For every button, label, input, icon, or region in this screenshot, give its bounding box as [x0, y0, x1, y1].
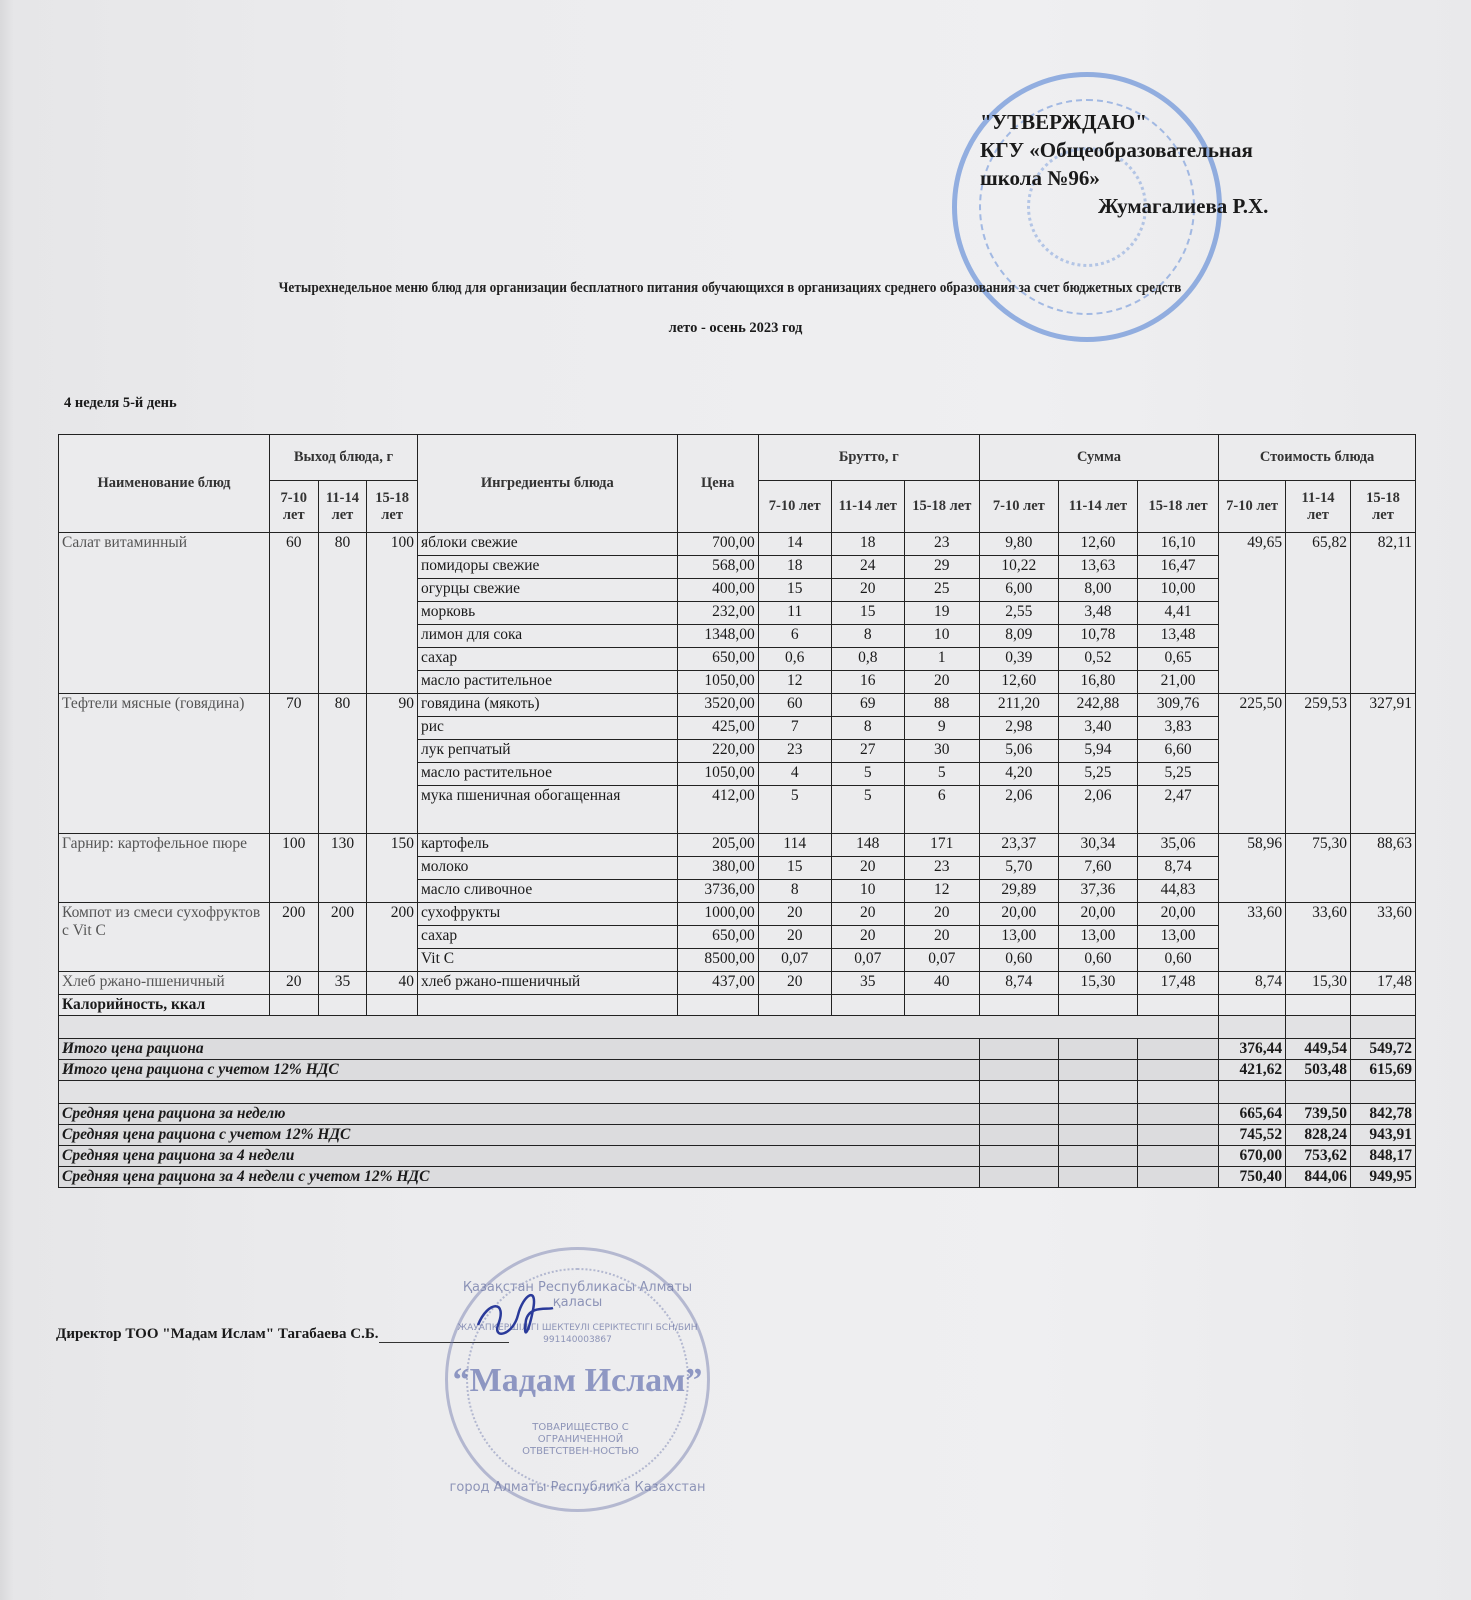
brutto-11-14: 148 — [831, 834, 904, 857]
brutto-7-10: 20 — [758, 903, 831, 926]
dish-yield-11-14: 80 — [318, 694, 367, 834]
header-yield: Выход блюда, г — [269, 435, 417, 481]
ingredient-price: 650,00 — [677, 926, 758, 949]
dish-name: Гарнир: картофельное пюре — [59, 834, 270, 903]
sum-11-14: 20,00 — [1058, 903, 1137, 926]
ingredient-name: масло сливочное — [418, 880, 678, 903]
sum-15-18: 35,06 — [1138, 834, 1219, 857]
dish-cost-7-10: 58,96 — [1219, 834, 1286, 903]
sum-15-18: 16,47 — [1138, 556, 1219, 579]
dish-yield-7-10: 60 — [269, 533, 318, 694]
total-7-10: 376,44 — [1219, 1039, 1286, 1060]
dish-yield-15-18: 200 — [367, 903, 418, 972]
dish-yield-7-10: 100 — [269, 834, 318, 903]
ingredient-price: 232,00 — [677, 602, 758, 625]
dish-yield-15-18: 100 — [367, 533, 418, 694]
ingredient-price: 425,00 — [677, 717, 758, 740]
brutto-15-18: 29 — [904, 556, 979, 579]
sum-7-10: 2,55 — [979, 602, 1058, 625]
header-brutto-11-14: 11-14 лет — [831, 481, 904, 533]
brutto-15-18: 20 — [904, 903, 979, 926]
sum-15-18: 309,76 — [1138, 694, 1219, 717]
sum-15-18: 20,00 — [1138, 903, 1219, 926]
brutto-11-14: 0,07 — [831, 949, 904, 972]
sum-7-10: 5,06 — [979, 740, 1058, 763]
brutto-7-10: 0,07 — [758, 949, 831, 972]
approval-heading: "УТВЕРЖДАЮ" — [980, 110, 1147, 134]
total-vat-label: Итого цена рациона с учетом 12% НДС — [59, 1060, 980, 1081]
brutto-11-14: 24 — [831, 556, 904, 579]
header-dish-name: Наименование блюд — [59, 435, 270, 533]
dish-yield-7-10: 200 — [269, 903, 318, 972]
dish-cost-11-14: 259,53 — [1286, 694, 1351, 834]
sum-11-14: 30,34 — [1058, 834, 1137, 857]
header-yield-11-14: 11-14 лет — [318, 481, 367, 533]
sum-11-14: 0,60 — [1058, 949, 1137, 972]
dish-yield-15-18: 90 — [367, 694, 418, 834]
ingredient-price: 8500,00 — [677, 949, 758, 972]
ingredient-name: огурцы свежие — [418, 579, 678, 602]
ingredient-name: яблоки свежие — [418, 533, 678, 556]
dish-name: Салат витаминный — [59, 533, 270, 694]
brutto-7-10: 8 — [758, 880, 831, 903]
sum-7-10: 2,98 — [979, 717, 1058, 740]
dish-cost-15-18: 33,60 — [1350, 903, 1415, 972]
sum-7-10: 13,00 — [979, 926, 1058, 949]
avg-4weeks-vat-7-10: 750,40 — [1219, 1167, 1286, 1188]
sum-7-10: 10,22 — [979, 556, 1058, 579]
document-subtitle: лето - осень 2023 год — [668, 320, 803, 336]
sum-15-18: 4,41 — [1138, 602, 1219, 625]
brutto-11-14: 27 — [831, 740, 904, 763]
header-brutto-15-18: 15-18 лет — [904, 481, 979, 533]
ingredient-row — [59, 694, 1416, 717]
sum-15-18: 0,65 — [1138, 648, 1219, 671]
stamp-top-text: Қазақстан Республикасы Алматы қаласы — [462, 1280, 693, 1310]
avg-4weeks-vat-label: Средняя цена рациона за 4 недели с учетом 12% НДС — [59, 1167, 980, 1188]
ingredient-price: 568,00 — [677, 556, 758, 579]
ingredient-name: морковь — [418, 602, 678, 625]
brutto-7-10: 60 — [758, 694, 831, 717]
sum-15-18: 2,47 — [1138, 786, 1219, 834]
dish-cost-15-18: 82,11 — [1350, 533, 1415, 694]
sum-11-14: 8,00 — [1058, 579, 1137, 602]
avg-week-label: Средняя цена рациона за неделю — [59, 1104, 980, 1125]
dish-cost-15-18: 88,63 — [1350, 834, 1415, 903]
ingredient-row — [59, 903, 1416, 926]
dish-cost-7-10: 49,65 — [1219, 533, 1286, 694]
sum-15-18: 16,10 — [1138, 533, 1219, 556]
dish-cost-11-14: 75,30 — [1286, 834, 1351, 903]
ingredient-price: 3736,00 — [677, 880, 758, 903]
dish-yield-15-18: 40 — [367, 972, 418, 995]
sum-11-14: 13,63 — [1058, 556, 1137, 579]
ingredient-name: Vit C — [418, 949, 678, 972]
brutto-15-18: 30 — [904, 740, 979, 763]
brutto-7-10: 20 — [758, 926, 831, 949]
header-ingredients: Ингредиенты блюда — [418, 435, 678, 533]
brutto-15-18: 23 — [904, 533, 979, 556]
avg-week-7-10: 665,64 — [1219, 1104, 1286, 1125]
brutto-15-18: 6 — [904, 786, 979, 834]
blank-row — [59, 1016, 1416, 1039]
brutto-15-18: 1 — [904, 648, 979, 671]
sum-11-14: 242,88 — [1058, 694, 1137, 717]
header-yield-15-18: 15-18 лет — [367, 481, 418, 533]
brutto-7-10: 4 — [758, 763, 831, 786]
director-name: Директор ТОО "Мадам Ислам" Тагабаева С.Б. — [56, 1326, 379, 1342]
ingredient-price: 3520,00 — [677, 694, 758, 717]
brutto-7-10: 0,6 — [758, 648, 831, 671]
brutto-15-18: 23 — [904, 857, 979, 880]
ingredient-name: лук репчатый — [418, 740, 678, 763]
brutto-11-14: 20 — [831, 903, 904, 926]
brutto-11-14: 20 — [831, 579, 904, 602]
brutto-7-10: 7 — [758, 717, 831, 740]
header-yield-7-10: 7-10 лет — [269, 481, 318, 533]
dish-cost-11-14: 15,30 — [1286, 972, 1351, 995]
sum-7-10: 4,20 — [979, 763, 1058, 786]
ingredient-price: 380,00 — [677, 857, 758, 880]
header-brutto-7-10: 7-10 лет — [758, 481, 831, 533]
brutto-11-14: 0,8 — [831, 648, 904, 671]
avg-week-vat-label: Средняя цена рациона с учетом 12% НДС — [59, 1125, 980, 1146]
menu-table — [58, 434, 1416, 1188]
total-15-18: 549,72 — [1350, 1039, 1415, 1060]
sum-7-10: 211,20 — [979, 694, 1058, 717]
brutto-11-14: 16 — [831, 671, 904, 694]
brutto-11-14: 5 — [831, 786, 904, 834]
ingredient-name: сахар — [418, 926, 678, 949]
brutto-7-10: 5 — [758, 786, 831, 834]
handwritten-signature-icon — [468, 1280, 558, 1350]
brutto-15-18: 20 — [904, 671, 979, 694]
header-cost-15-18: 15-18 лет — [1350, 481, 1415, 533]
total-vat-11-14: 503,48 — [1286, 1060, 1351, 1081]
avg-week-row — [59, 1104, 1416, 1125]
sum-15-18: 0,60 — [1138, 949, 1219, 972]
dish-cost-7-10: 8,74 — [1219, 972, 1286, 995]
sum-15-18: 13,48 — [1138, 625, 1219, 648]
total-label: Итого цена рациона — [59, 1039, 980, 1060]
brutto-7-10: 23 — [758, 740, 831, 763]
sum-7-10: 5,70 — [979, 857, 1058, 880]
ingredient-price: 400,00 — [677, 579, 758, 602]
avg-week-11-14: 739,50 — [1286, 1104, 1351, 1125]
sum-15-18: 10,00 — [1138, 579, 1219, 602]
brutto-11-14: 69 — [831, 694, 904, 717]
sum-7-10: 0,60 — [979, 949, 1058, 972]
ingredient-price: 205,00 — [677, 834, 758, 857]
header-sum-11-14: 11-14 лет — [1058, 481, 1137, 533]
ingredient-price: 1050,00 — [677, 763, 758, 786]
dish-cost-11-14: 65,82 — [1286, 533, 1351, 694]
document-title: Четырехнедельное меню блюд для организации бесплатного питания обучающихся в организациях среднего образования за счет бюджетных средств — [278, 280, 1182, 296]
sum-15-18: 17,48 — [1138, 972, 1219, 995]
dish-cost-15-18: 327,91 — [1350, 694, 1415, 834]
avg-4weeks-vat-15-18: 949,95 — [1350, 1167, 1415, 1188]
brutto-15-18: 9 — [904, 717, 979, 740]
brutto-11-14: 10 — [831, 880, 904, 903]
brutto-15-18: 20 — [904, 926, 979, 949]
sum-7-10: 6,00 — [979, 579, 1058, 602]
ingredient-name: картофель — [418, 834, 678, 857]
brutto-7-10: 12 — [758, 671, 831, 694]
sum-11-14: 13,00 — [1058, 926, 1137, 949]
approval-org-line1: КГУ «Общеобразовательная — [980, 138, 1253, 162]
header-sum-15-18: 15-18 лет — [1138, 481, 1219, 533]
header-sum-7-10: 7-10 лет — [979, 481, 1058, 533]
header-sum: Сумма — [979, 435, 1218, 481]
sum-7-10: 20,00 — [979, 903, 1058, 926]
sum-11-14: 37,36 — [1058, 880, 1137, 903]
brutto-15-18: 0,07 — [904, 949, 979, 972]
ingredient-name: молоко — [418, 857, 678, 880]
ingredient-row — [59, 972, 1416, 995]
brutto-11-14: 18 — [831, 533, 904, 556]
sum-11-14: 7,60 — [1058, 857, 1137, 880]
calories-row — [59, 995, 1416, 1016]
brutto-15-18: 19 — [904, 602, 979, 625]
total-vat-row — [59, 1060, 1416, 1081]
approval-org-line2: школа №96» — [980, 166, 1100, 190]
avg-4weeks-row — [59, 1146, 1416, 1167]
avg-week-vat-row — [59, 1125, 1416, 1146]
stamp-company-name: “Мадам Ислам” — [452, 1362, 703, 1399]
sum-15-18: 8,74 — [1138, 857, 1219, 880]
ingredient-row — [59, 834, 1416, 857]
menu-body — [59, 533, 1416, 1188]
ingredient-name: говядина (мякоть) — [418, 694, 678, 717]
brutto-11-14: 8 — [831, 625, 904, 648]
brutto-7-10: 6 — [758, 625, 831, 648]
dish-cost-7-10: 225,50 — [1219, 694, 1286, 834]
ingredient-name: рис — [418, 717, 678, 740]
ingredient-name: помидоры свежие — [418, 556, 678, 579]
brutto-15-18: 25 — [904, 579, 979, 602]
ingredient-price: 437,00 — [677, 972, 758, 995]
header-price: Цена — [677, 435, 758, 533]
brutto-11-14: 8 — [831, 717, 904, 740]
sum-15-18: 5,25 — [1138, 763, 1219, 786]
paper-edge — [0, 0, 14, 1600]
sum-11-14: 15,30 — [1058, 972, 1137, 995]
ingredient-price: 412,00 — [677, 786, 758, 834]
brutto-7-10: 14 — [758, 533, 831, 556]
dish-cost-11-14: 33,60 — [1286, 903, 1351, 972]
dish-name: Тефтели мясные (говядина) — [59, 694, 270, 834]
sum-15-18: 13,00 — [1138, 926, 1219, 949]
avg-week-vat-11-14: 828,24 — [1286, 1125, 1351, 1146]
avg-4weeks-15-18: 848,17 — [1350, 1146, 1415, 1167]
dish-yield-11-14: 80 — [318, 533, 367, 694]
day-label: 4 неделя 5-й день — [64, 395, 177, 411]
sum-11-14: 12,60 — [1058, 533, 1137, 556]
sum-15-18: 6,60 — [1138, 740, 1219, 763]
avg-week-vat-7-10: 745,52 — [1219, 1125, 1286, 1146]
ingredient-row — [59, 533, 1416, 556]
blank-row — [59, 1081, 1416, 1104]
sum-11-14: 3,48 — [1058, 602, 1137, 625]
dish-yield-7-10: 20 — [269, 972, 318, 995]
brutto-7-10: 11 — [758, 602, 831, 625]
header-cost-11-14: 11-14 лет — [1286, 481, 1351, 533]
sum-7-10: 2,06 — [979, 786, 1058, 834]
total-11-14: 449,54 — [1286, 1039, 1351, 1060]
sum-15-18: 3,83 — [1138, 717, 1219, 740]
sum-7-10: 29,89 — [979, 880, 1058, 903]
total-vat-15-18: 615,69 — [1350, 1060, 1415, 1081]
dish-yield-11-14: 35 — [318, 972, 367, 995]
brutto-11-14: 35 — [831, 972, 904, 995]
avg-4weeks-label: Средняя цена рациона за 4 недели — [59, 1146, 980, 1167]
brutto-11-14: 20 — [831, 926, 904, 949]
dish-name: Компот из смеси сухофруктов с Vit C — [59, 903, 270, 972]
brutto-7-10: 114 — [758, 834, 831, 857]
brutto-15-18: 12 — [904, 880, 979, 903]
dish-yield-11-14: 130 — [318, 834, 367, 903]
calories-label: Калорийность, ккал — [59, 995, 270, 1016]
brutto-11-14: 5 — [831, 763, 904, 786]
stamp-bottom-text: город Алматы Республика Казахстан — [449, 1480, 706, 1495]
avg-4weeks-vat-row — [59, 1167, 1416, 1188]
sum-11-14: 3,40 — [1058, 717, 1137, 740]
sum-11-14: 10,78 — [1058, 625, 1137, 648]
approval-signer: Жумагалиева Р.Х. — [1098, 194, 1269, 218]
brutto-15-18: 88 — [904, 694, 979, 717]
ingredient-name: сухофрукты — [418, 903, 678, 926]
brutto-11-14: 15 — [831, 602, 904, 625]
sum-15-18: 21,00 — [1138, 671, 1219, 694]
ingredient-price: 1050,00 — [677, 671, 758, 694]
sum-7-10: 12,60 — [979, 671, 1058, 694]
header-cost: Стоимость блюда — [1219, 435, 1416, 481]
brutto-7-10: 15 — [758, 857, 831, 880]
sum-7-10: 0,39 — [979, 648, 1058, 671]
brutto-15-18: 5 — [904, 763, 979, 786]
sum-11-14: 0,52 — [1058, 648, 1137, 671]
ingredient-name: мука пшеничная обогащенная — [418, 786, 678, 834]
sum-15-18: 44,83 — [1138, 880, 1219, 903]
sum-11-14: 2,06 — [1058, 786, 1137, 834]
sum-7-10: 9,80 — [979, 533, 1058, 556]
avg-4weeks-11-14: 753,62 — [1286, 1146, 1351, 1167]
ingredient-price: 700,00 — [677, 533, 758, 556]
ingredient-price: 1000,00 — [677, 903, 758, 926]
dish-yield-15-18: 150 — [367, 834, 418, 903]
dish-name: Хлеб ржано-пшеничный — [59, 972, 270, 995]
ingredient-price: 220,00 — [677, 740, 758, 763]
sum-7-10: 8,74 — [979, 972, 1058, 995]
header-cost-7-10: 7-10 лет — [1219, 481, 1286, 533]
total-row — [59, 1039, 1416, 1060]
avg-4weeks-7-10: 670,00 — [1219, 1146, 1286, 1167]
dish-cost-15-18: 17,48 — [1350, 972, 1415, 995]
approval-block — [980, 108, 1268, 220]
sum-11-14: 5,25 — [1058, 763, 1137, 786]
ingredient-name: лимон для сока — [418, 625, 678, 648]
ingredient-price: 1348,00 — [677, 625, 758, 648]
stamp-type-text: ТОВАРИЩЕСТВО С ОГРАНИЧЕННОЙ ОТВЕТСТВЕН-НОСТЬЮ — [522, 1422, 639, 1457]
brutto-15-18: 10 — [904, 625, 979, 648]
sum-7-10: 8,09 — [979, 625, 1058, 648]
ingredient-price: 650,00 — [677, 648, 758, 671]
brutto-15-18: 171 — [904, 834, 979, 857]
brutto-15-18: 40 — [904, 972, 979, 995]
avg-4weeks-vat-11-14: 844,06 — [1286, 1167, 1351, 1188]
brutto-7-10: 20 — [758, 972, 831, 995]
sum-11-14: 5,94 — [1058, 740, 1137, 763]
brutto-7-10: 15 — [758, 579, 831, 602]
avg-week-15-18: 842,78 — [1350, 1104, 1415, 1125]
brutto-11-14: 20 — [831, 857, 904, 880]
header-brutto: Брутто, г — [758, 435, 979, 481]
stamp-bin-text: ЖАУАПКЕРШІЛІГІ ШЕКТЕУЛІ СЕРІКТЕСТІГІ БСН/БИН 991140003867 — [457, 1323, 698, 1345]
ingredient-name: сахар — [418, 648, 678, 671]
total-vat-7-10: 421,62 — [1219, 1060, 1286, 1081]
sum-11-14: 16,80 — [1058, 671, 1137, 694]
brutto-7-10: 18 — [758, 556, 831, 579]
ingredient-name: масло растительное — [418, 671, 678, 694]
dish-yield-7-10: 70 — [269, 694, 318, 834]
ingredient-name: масло растительное — [418, 763, 678, 786]
ingredient-name: хлеб ржано-пшеничный — [418, 972, 678, 995]
sum-7-10: 23,37 — [979, 834, 1058, 857]
director-signature-line — [56, 1326, 509, 1343]
dish-yield-11-14: 200 — [318, 903, 367, 972]
avg-week-vat-15-18: 943,91 — [1350, 1125, 1415, 1146]
dish-cost-7-10: 33,60 — [1219, 903, 1286, 972]
